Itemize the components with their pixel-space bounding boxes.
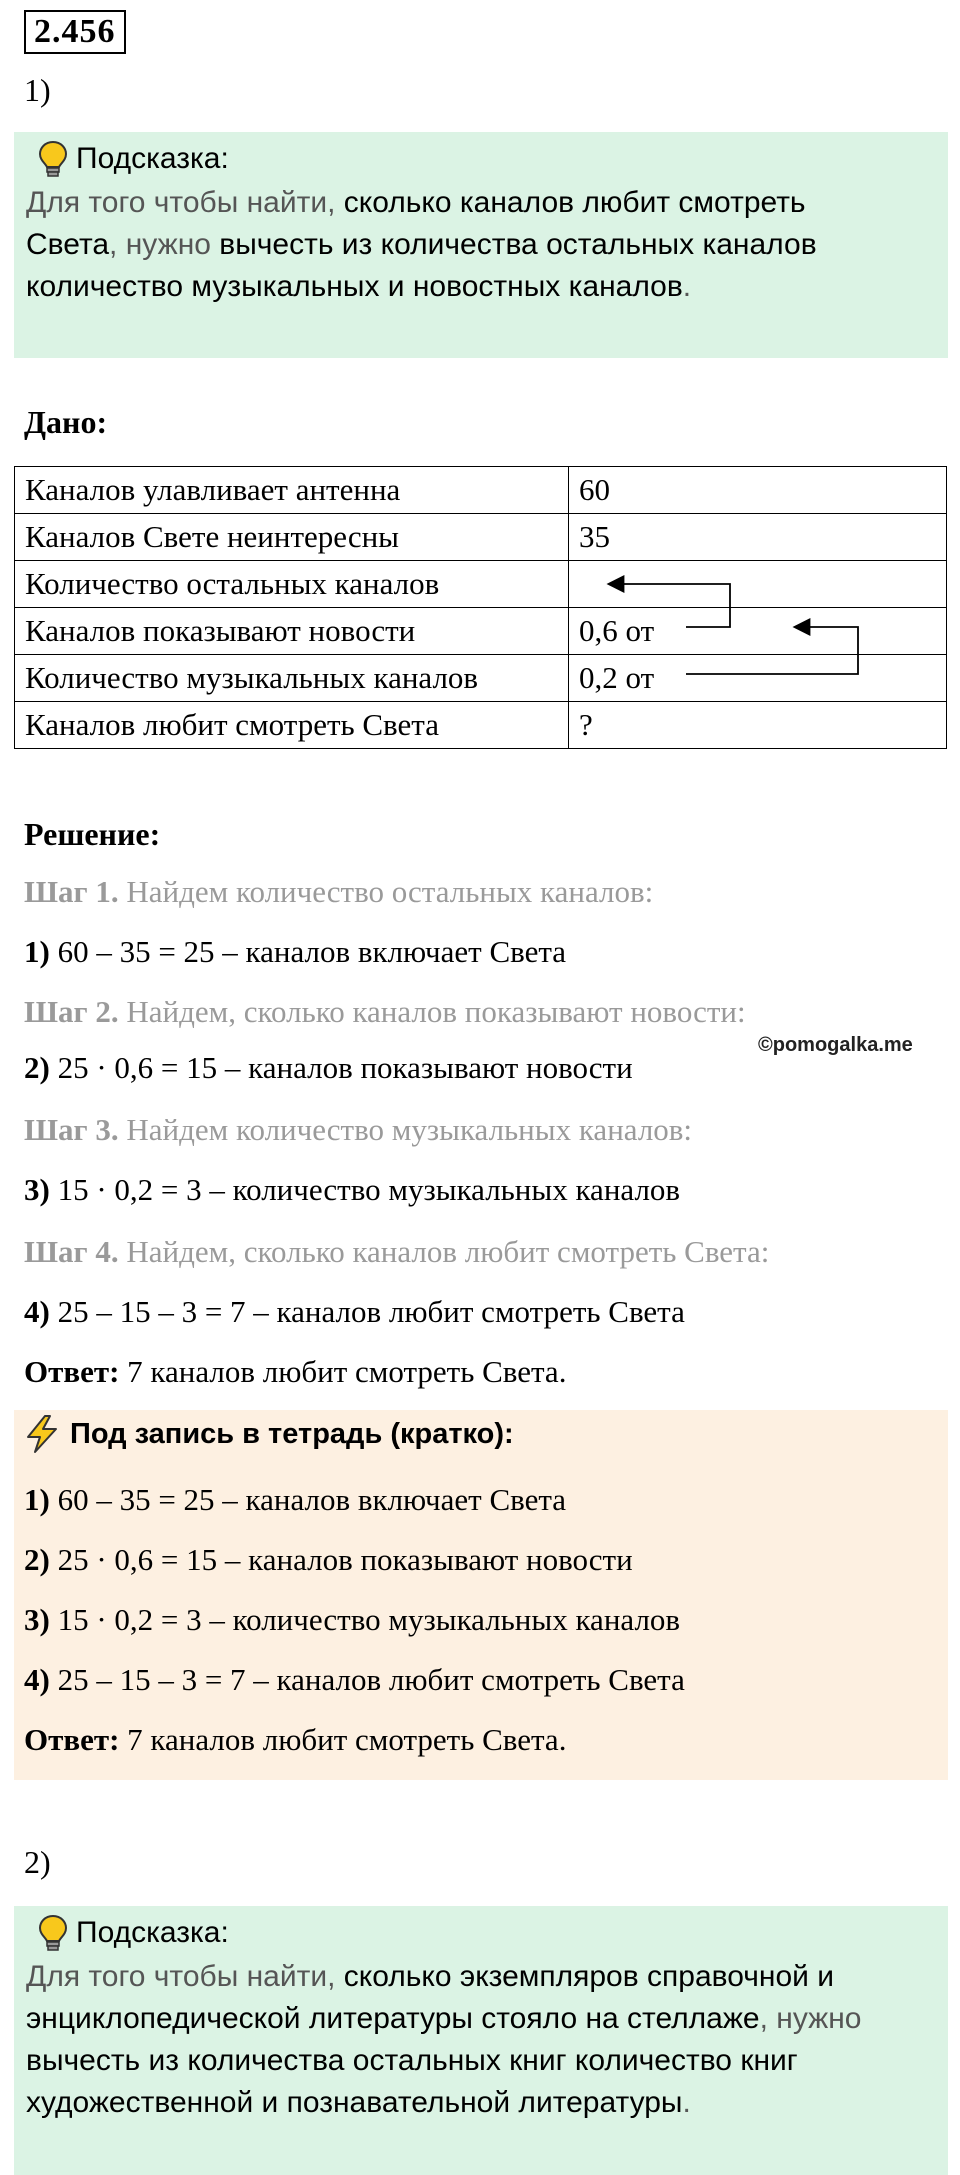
given-label: Количество музыкальных каналов: [15, 655, 569, 702]
note-line-2: [24, 1542, 633, 1578]
calc-eq: 15 · 0,2 = 3 – количество музыкальных каналов: [49, 1602, 681, 1637]
calc-4: [24, 1294, 685, 1330]
hint-header: [38, 138, 936, 180]
calc-3: [24, 1172, 680, 1208]
calc-eq: 25 · 0,6 = 15 – каналов показывают новости: [49, 1542, 633, 1577]
step-4: [24, 1234, 769, 1270]
task-number: 2.456: [24, 10, 126, 54]
hint-text: [26, 182, 936, 308]
hint-text-plain: .: [682, 270, 692, 303]
step-2: [24, 994, 746, 1030]
hint-header: [38, 1912, 936, 1954]
calc-eq: 25 – 15 – 3 = 7 – каналов любит смотреть Света: [49, 1662, 685, 1697]
hint-text-plain: , нужно: [759, 2002, 862, 2035]
short-note-header: [24, 1414, 514, 1454]
calc-num: 3): [24, 1602, 50, 1637]
note-line-4: [24, 1662, 685, 1698]
given-label: Количество остальных каналов: [15, 561, 569, 608]
hint-box-1: [14, 132, 948, 358]
lightbulb-icon: [38, 1914, 68, 1952]
hint-text-plain: Для того чтобы найти,: [26, 1960, 344, 1993]
given-value: 0,2 от: [569, 655, 947, 702]
lightning-icon: [24, 1414, 60, 1454]
hint-text-plain: , нужно: [109, 228, 220, 261]
table-row: [15, 655, 947, 702]
given-label: Каналов улавливает антенна: [15, 467, 569, 514]
hint-box-2: [14, 1906, 948, 2175]
watermark: ©pomogalka.me: [758, 1034, 913, 1056]
calc-num: 2): [24, 1050, 50, 1085]
hint-text-bold: вычесть из количества остальных книг количество книг: [26, 2044, 798, 2077]
step-3: [24, 1112, 692, 1148]
given-value: ?: [569, 702, 947, 749]
hint-text-bold: количество музыкальных и новостных каналов: [26, 270, 683, 303]
table-row: [15, 702, 947, 749]
calc-eq: 15 · 0,2 = 3 – количество музыкальных каналов: [49, 1172, 681, 1207]
answer-label: Ответ:: [24, 1354, 120, 1389]
step-text: Найдем количество музыкальных каналов:: [118, 1112, 693, 1147]
given-value: [569, 561, 947, 608]
given-table: [14, 466, 947, 749]
calc-num: 1): [24, 934, 50, 969]
hint-title: Подсказка:: [76, 1916, 229, 1949]
hint-text-bold: вычесть из количества остальных каналов: [219, 228, 817, 261]
hint-text-plain: Для того чтобы найти,: [26, 186, 344, 219]
part1-label: 1): [24, 72, 51, 108]
solution-title: Решение:: [24, 816, 161, 852]
given-label: Каналов показывают новости: [15, 608, 569, 655]
given-value: 0,6 от: [569, 608, 947, 655]
note-line-1: [24, 1482, 566, 1518]
calc-1: [24, 934, 566, 970]
hint-title: Подсказка:: [76, 142, 229, 175]
calc-eq: 25 · 0,6 = 15 – каналов показывают новости: [49, 1050, 633, 1085]
calc-2: [24, 1050, 633, 1086]
step-1: [24, 874, 653, 910]
calc-num: 3): [24, 1172, 50, 1207]
answer-label: Ответ:: [24, 1722, 120, 1757]
lightbulb-icon: [38, 140, 68, 178]
step-label: Шаг 3.: [24, 1112, 119, 1147]
calc-num: 4): [24, 1294, 50, 1329]
hint-text-plain: .: [682, 2086, 691, 2119]
calc-eq: 60 – 35 = 25 – каналов включает Света: [49, 934, 567, 969]
calc-eq: 25 – 15 – 3 = 7 – каналов любит смотреть Света: [49, 1294, 685, 1329]
hint-text-bold: энциклопедической литературы стояло на стеллаже: [26, 2002, 760, 2035]
hint-text-bold: сколько каналов любит смотреть: [343, 186, 806, 219]
answer-text: 7 каналов любит смотреть Света.: [119, 1354, 567, 1389]
calc-num: 2): [24, 1542, 50, 1577]
hint-text-bold: Света: [26, 228, 110, 261]
short-note-title: Под запись в тетрадь (кратко):: [70, 1417, 514, 1450]
hint-text-bold: художественной и познавательной литературы: [26, 2086, 683, 2119]
step-label: Шаг 4.: [24, 1234, 119, 1269]
calc-num: 4): [24, 1662, 50, 1697]
step-label: Шаг 2.: [24, 994, 119, 1029]
answer: [24, 1354, 566, 1390]
given-label: Каналов Свете неинтересны: [15, 514, 569, 561]
given-title: Дано:: [24, 404, 108, 440]
hint-text-bold: сколько экземпляров справочной и: [343, 1960, 834, 1993]
step-text: Найдем, сколько каналов показывают новости:: [118, 994, 746, 1029]
table-row: [15, 561, 947, 608]
given-label: Каналов любит смотреть Света: [15, 702, 569, 749]
step-text: Найдем количество остальных каналов:: [118, 874, 654, 909]
step-text: Найдем, сколько каналов любит смотреть Света:: [118, 1234, 770, 1269]
answer-text: 7 каналов любит смотреть Света.: [119, 1722, 567, 1757]
note-answer: [24, 1722, 566, 1758]
given-value: 60: [569, 467, 947, 514]
table-row: [15, 467, 947, 514]
table-row: [15, 608, 947, 655]
step-label: Шаг 1.: [24, 874, 119, 909]
note-line-3: [24, 1602, 680, 1638]
given-value: 35: [569, 514, 947, 561]
part2-label: 2): [24, 1844, 51, 1880]
calc-eq: 60 – 35 = 25 – каналов включает Света: [49, 1482, 567, 1517]
table-row: [15, 514, 947, 561]
hint-text: [26, 1956, 936, 2124]
calc-num: 1): [24, 1482, 50, 1517]
